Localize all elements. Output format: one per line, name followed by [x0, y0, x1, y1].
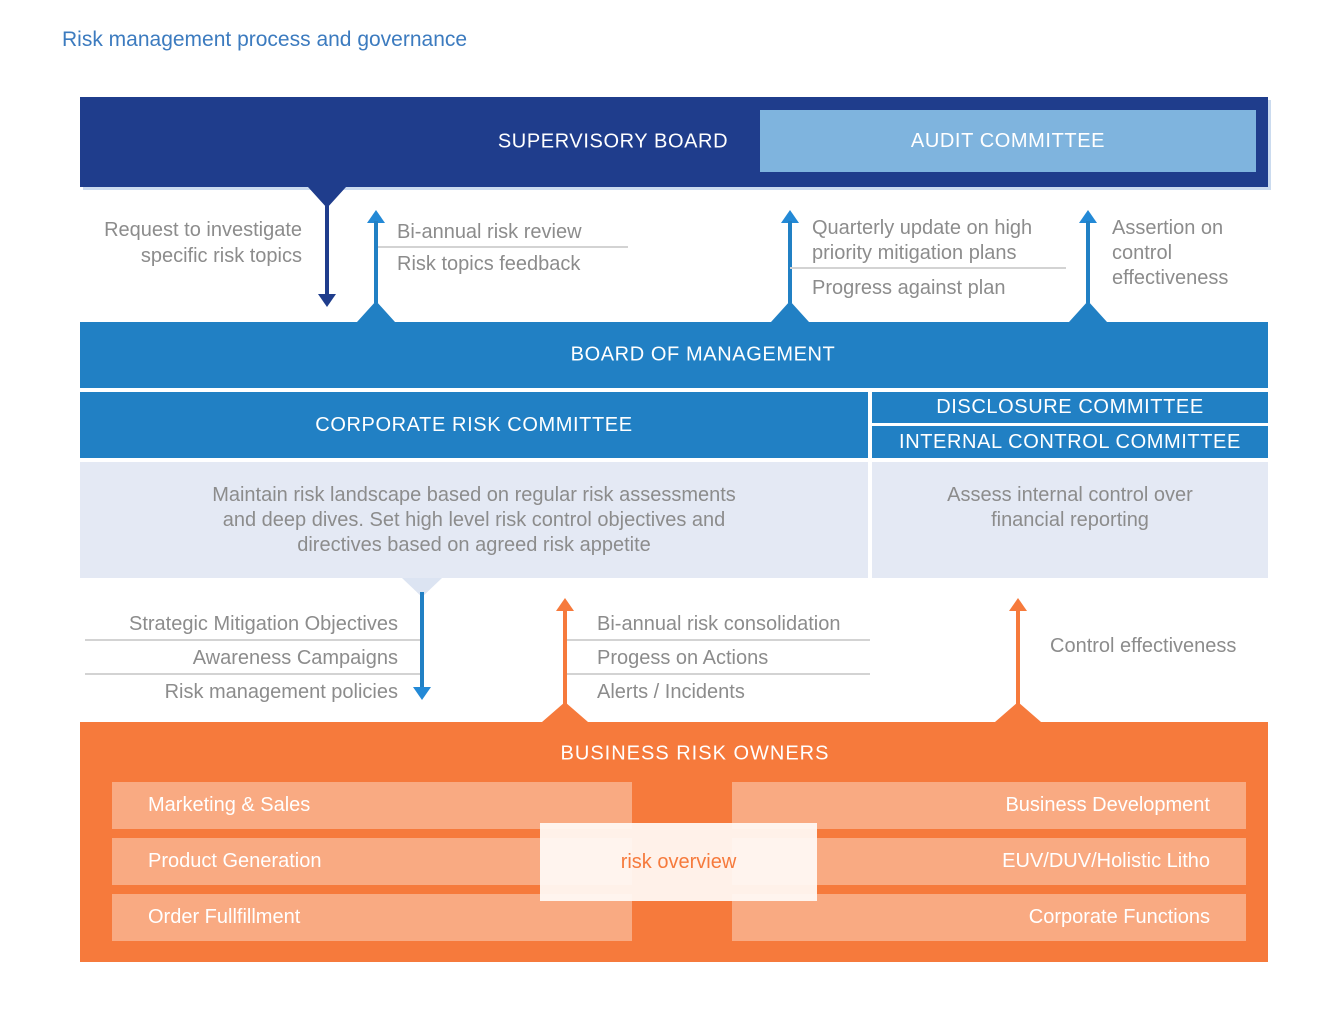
- down-arrow-stem: [325, 202, 329, 296]
- flow-assertion-line2: control: [1112, 242, 1173, 264]
- up-arrow-notch: [357, 301, 395, 322]
- business-unit-order-fullfillment: Order Fullfillment: [112, 894, 632, 941]
- flow-divider: [85, 673, 420, 675]
- business-unit-product-generation: Product Generation: [112, 838, 632, 885]
- business-risk-owners-section: [80, 722, 1268, 962]
- board-of-management-bar: [80, 322, 1268, 388]
- up-arrow-notch: [1069, 301, 1107, 322]
- disclosure-committee-bar: [872, 392, 1268, 423]
- corporate-risk-description-line3: directives based on agreed risk appetite: [297, 534, 651, 556]
- risk-overview-overlay: [540, 823, 817, 901]
- internal-control-description-line1: Assess internal control over: [947, 484, 1193, 506]
- flow-control-effectiveness: Control effectiveness: [1050, 635, 1237, 657]
- flow-quarterly-line2: priority mitigation plans: [812, 242, 1017, 264]
- up-arrow-stem: [374, 221, 378, 303]
- supervisory-board-label: SUPERVISORY BOARD: [497, 130, 729, 153]
- flow-divider: [85, 639, 420, 641]
- flow-alerts-incidents: Alerts / Incidents: [597, 681, 745, 703]
- up-arrow-stem: [1086, 221, 1090, 303]
- flow-strategic-mitigation: Strategic Mitigation Objectives: [128, 613, 398, 635]
- flow-risk-topics-feedback: Risk topics feedback: [397, 253, 581, 275]
- flow-divider: [790, 267, 1066, 269]
- flow-biannual-consolidation: Bi-annual risk consolidation: [597, 613, 841, 635]
- up-arrow-stem: [1016, 609, 1020, 705]
- flow-request-line1: Request to investigate: [104, 219, 302, 241]
- flow-request-line2: specific risk topics: [140, 245, 302, 267]
- flow-awareness-campaigns: Awareness Campaigns: [192, 647, 398, 669]
- flow-divider: [378, 246, 628, 248]
- flow-progress-against-plan: Progress against plan: [812, 277, 1006, 299]
- flow-quarterly-line1: Quarterly update on high: [812, 217, 1033, 239]
- risk-overview-label: risk overview: [620, 850, 737, 873]
- corporate-risk-description-line1: Maintain risk landscape based on regular risk assessments: [212, 484, 736, 506]
- flow-divider: [567, 673, 870, 675]
- up-arrow-notch: [771, 301, 809, 322]
- supervisory-board-bar: [80, 97, 1268, 187]
- business-unit-business-development: Business Development: [732, 782, 1246, 829]
- flow-biannual-review: Bi-annual risk review: [397, 221, 582, 243]
- up-arrow-notch: [542, 702, 588, 722]
- business-risk-owners-label: BUSINESS RISK OWNERS: [560, 742, 830, 765]
- audit-committee-label: AUDIT COMMITTEE: [910, 129, 1106, 152]
- corporate-risk-committee-bar: [80, 392, 868, 458]
- page-title: Risk management process and governance: [62, 28, 468, 51]
- up-arrow-notch: [995, 702, 1041, 722]
- down-arrowhead-icon: [413, 687, 431, 700]
- internal-control-committee-label: INTERNAL CONTROL COMMITTEE: [899, 430, 1241, 453]
- business-unit-marketing-sales: Marketing & Sales: [112, 782, 632, 829]
- board-of-management-label: BOARD OF MANAGEMENT: [570, 343, 836, 366]
- flow-risk-management-policies: Risk management policies: [164, 681, 398, 703]
- internal-control-committee-bar: [872, 426, 1268, 458]
- flow-assertion-line3: effectiveness: [1112, 267, 1229, 289]
- down-arrowhead-icon: [318, 294, 336, 307]
- corporate-risk-committee-label: CORPORATE RISK COMMITTEE: [315, 413, 633, 436]
- audit-committee-box: [760, 110, 1256, 172]
- flow-progess-on-actions: Progess on Actions: [597, 647, 769, 669]
- flow-divider: [567, 639, 870, 641]
- up-arrow-stem: [788, 221, 792, 303]
- flow-assertion-line1: Assertion on: [1112, 217, 1224, 239]
- business-unit-euv-duv-litho: EUV/DUV/Holistic Litho: [732, 838, 1246, 885]
- internal-control-description-panel: [872, 462, 1268, 578]
- corporate-risk-description-line2: and deep dives. Set high level risk control objectives and: [222, 509, 726, 531]
- disclosure-committee-label: DISCLOSURE COMMITTEE: [936, 396, 1204, 418]
- corporate-risk-description-panel: [80, 462, 868, 578]
- up-arrow-stem: [563, 609, 567, 705]
- business-unit-corporate-functions: Corporate Functions: [732, 894, 1246, 941]
- down-arrow-stem: [420, 592, 424, 688]
- internal-control-description-line2: financial reporting: [991, 509, 1149, 531]
